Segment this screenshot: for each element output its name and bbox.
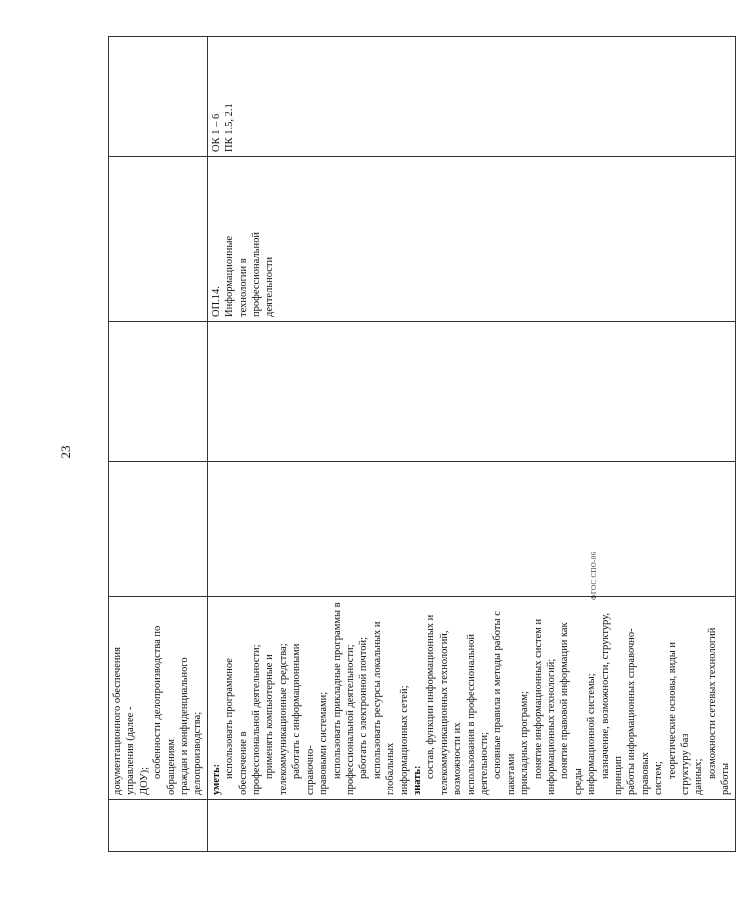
discipline-title-line: профессиональной — [251, 232, 263, 317]
skill-line: применять компьютерные и — [264, 654, 276, 779]
skills-heading: уметь: — [210, 763, 222, 795]
skill-line: работать с электронной почтой; — [358, 636, 370, 779]
knowledge-line: основные правила и методы работы с пакетами — [492, 611, 517, 795]
curriculum-table — [108, 36, 736, 852]
knowledge-list — [424, 601, 732, 795]
cell-empty — [207, 321, 735, 461]
skill-line: использовать программное обеспечение в — [224, 658, 249, 795]
cell-discipline — [207, 156, 735, 321]
discipline-title-line: Информационные — [224, 235, 236, 317]
text-line: особенности делопроизводства по обращениям — [152, 625, 177, 795]
knowledge-heading: знать: — [411, 765, 423, 795]
discipline-title-line: деятельности — [264, 256, 276, 317]
skill-line: работать с информационными справочно- — [291, 643, 316, 795]
cell-empty — [109, 461, 208, 596]
discipline-title — [223, 161, 277, 317]
knowledge-line: возможности сетевых технологий работы — [706, 627, 732, 795]
knowledge-line: назначение, возможности, структуру, принцип — [599, 613, 625, 795]
skill-line: использовать прикладные программы в — [331, 602, 343, 779]
cell-empty — [207, 800, 735, 852]
knowledge-line: информационных технологий; — [546, 658, 557, 795]
cell-empty — [109, 36, 208, 156]
cell-top-continuation — [109, 596, 208, 799]
skill-line: профессиональной деятельности; — [344, 644, 356, 795]
cell-empty — [207, 461, 735, 596]
knowledge-line: систем; — [653, 761, 665, 795]
discipline-code: ОП.14. — [210, 286, 222, 317]
knowledge-line: работы информационных справочно-правовых — [626, 628, 651, 795]
knowledge-line: информационной системы; — [586, 673, 598, 795]
knowledge-line: данных; — [693, 758, 705, 795]
skill-line: информационных сетей; — [398, 685, 410, 795]
skill-line: использовать ресурсы локальных и глобальных — [371, 621, 397, 795]
knowledge-line: телекоммуникационных технологий, возможности их — [438, 630, 464, 795]
discipline-title-line: технологии в — [237, 258, 249, 317]
text-line: документационного обеспечения управления (далее - — [112, 647, 137, 795]
competencies-list — [210, 41, 237, 152]
knowledge-line: понятие информационных систем и — [532, 618, 544, 779]
cell-empty — [109, 800, 208, 852]
cell-competencies — [207, 36, 735, 156]
knowledge-line: состав, функции информационных и — [425, 614, 437, 779]
knowledge-line: прикладных программ; — [519, 691, 531, 795]
page-number: 23 — [58, 445, 73, 459]
competency-code: ПК 1.5, 2.1 — [224, 103, 236, 152]
table-row-op14 — [207, 36, 735, 851]
top-continuation-text — [111, 601, 205, 795]
competency-code: ОК 1 – 6 — [210, 113, 222, 152]
footer-code: ФГОС СПО-06 — [590, 551, 598, 600]
cell-content-requirements — [207, 596, 735, 799]
cell-empty — [109, 156, 208, 321]
skill-line: правовыми системами; — [318, 691, 330, 795]
knowledge-line: понятие правовой информации как среды — [559, 622, 584, 795]
skill-line: профессиональной деятельности; — [251, 644, 263, 795]
skill-line: телекоммуникационные средства; — [277, 643, 289, 795]
text-line: ДОУ); — [138, 766, 150, 795]
knowledge-line: теоретические основы, виды и структуру баз — [666, 641, 692, 795]
cell-empty — [109, 321, 208, 461]
knowledge-line: использования в профессиональной деятельности; — [465, 633, 490, 795]
skills-list — [223, 601, 411, 795]
text-line: граждан и конфиденциального делопроизводства; — [179, 657, 204, 795]
table-row-continuation — [109, 36, 208, 851]
